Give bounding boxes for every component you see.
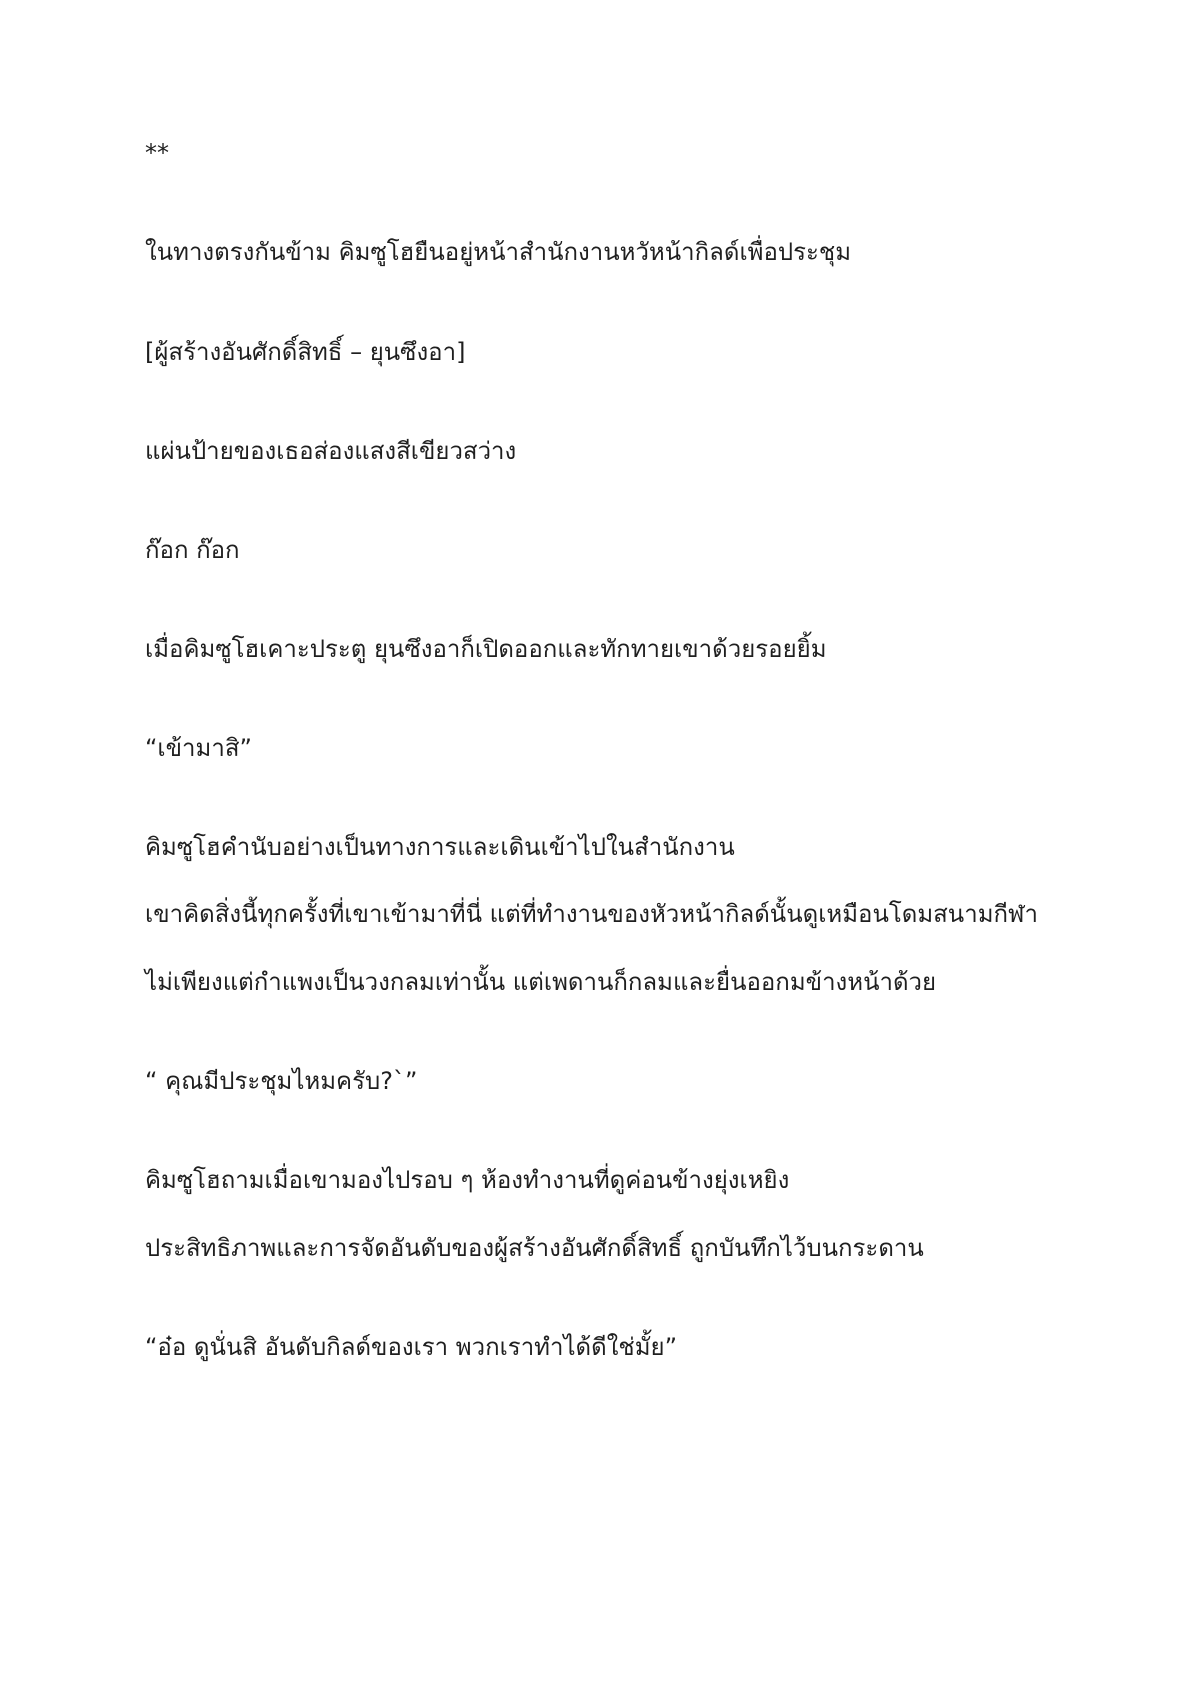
paragraph-3: แผ่นป้ายของเธอส่องแสงสีเขียวสว่าง [145,437,517,465]
paragraph-9: ไม่เพียงแต่กำแพงเป็นวงกลมเท่านั้น แต่เพดานก็กลมและยื่นออกมข้างหน้าด้วย [145,968,937,996]
paragraph-8: เขาคิดสิ่งนี้ทุกครั้งที่เขาเข้ามาที่นี่ แต่ที่ทำงานของหัวหน้ากิลด์นั้นดูเหมือนโดมสนามกีฬา [145,900,1038,928]
paragraph-5: เมื่อคิมซูโฮเคาะประตู ยุนซึงอาก็เปิดออกและทักทายเขาด้วยรอยยิ้ม [145,635,827,663]
dialogue-3: “อ๋อ ดูนั่นสิ อันดับกิลด์ของเรา พวกเราทำได้ดีใช่มั้ย” [145,1333,678,1361]
paragraph-7: คิมซูโฮคำนับอย่างเป็นทางการและเดินเข้าไปในสำนักงาน [145,833,735,861]
sound-effect: ก๊อก ก๊อก [145,536,240,564]
status-window-title: [ผู้สร้างอันศักดิ์สิทธิ์ – ยุนซึงอา] [145,338,466,366]
dialogue-1: “เข้ามาสิ” [145,734,252,762]
paragraph-12: ประสิทธิภาพและการจัดอันดับของผู้สร้างอันศักดิ์สิทธิ์ ถูกบันทึกไว้บนกระดาน [145,1234,924,1262]
scene-break: ** [145,139,169,167]
dialogue-2: “ คุณมีประชุมไหมครับ?`” [145,1067,418,1095]
paragraph-1: ในทางตรงกันข้าม คิมซูโฮยืนอยู่หน้าสำนักงานหวัหน้ากิลด์เพื่อประชุม [145,238,852,266]
paragraph-11: คิมซูโฮถามเมื่อเขามองไปรอบ ๆ ห้องทำงานที่ดูค่อนข้างยุ่งเหยิง [145,1166,790,1194]
